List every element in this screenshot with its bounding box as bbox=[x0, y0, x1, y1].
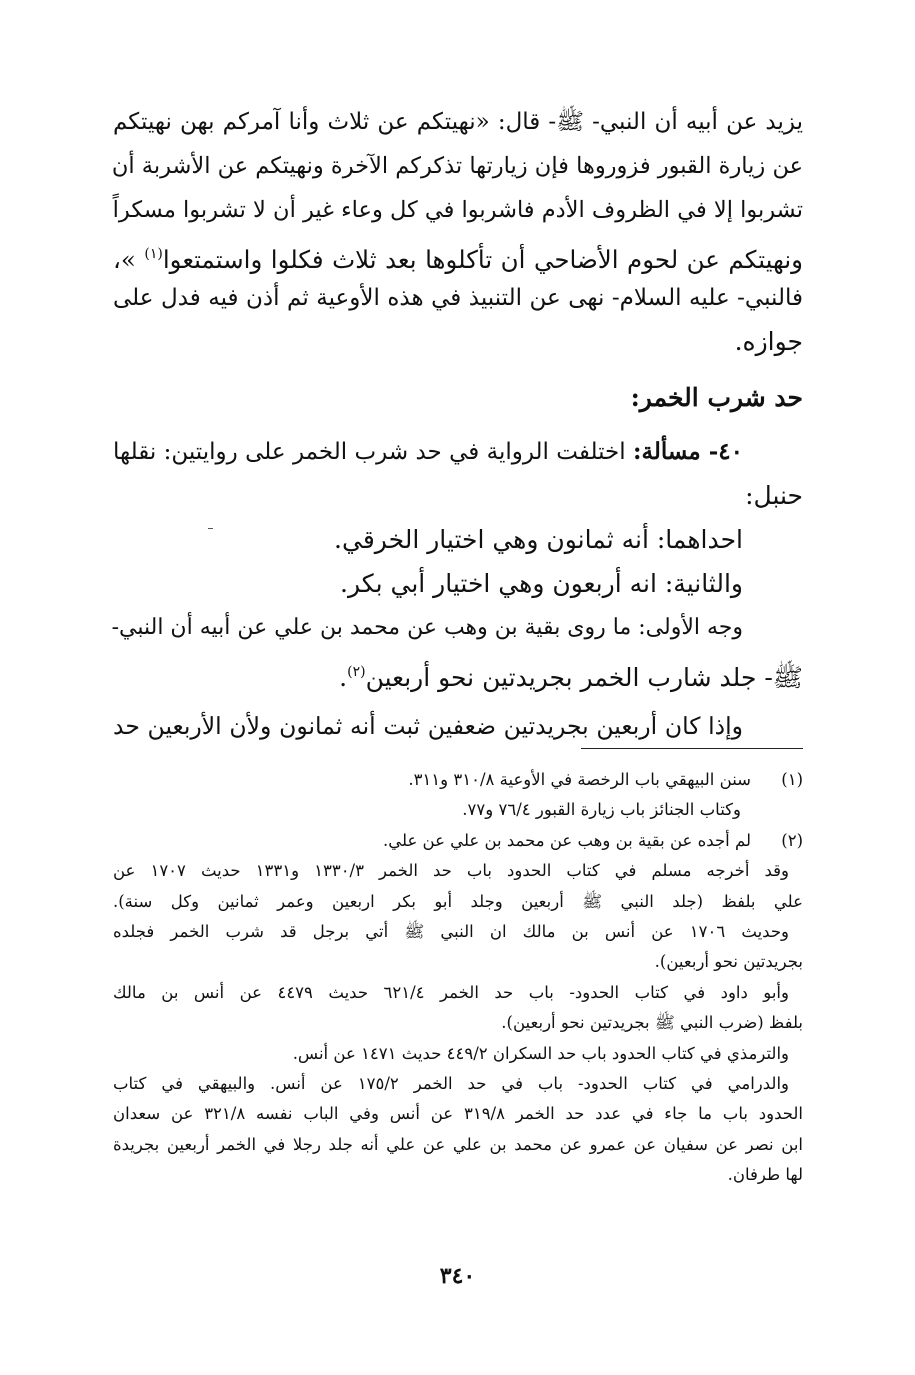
footnote-number: (١) bbox=[781, 770, 803, 789]
quote-close: »، bbox=[113, 245, 136, 274]
footnote-line: والدرامي في كتاب الحدود- باب في حد الخمر ١٧٥/٢ عن أنس. والبيهقي في كتاب bbox=[113, 1073, 789, 1093]
footnote-1 bbox=[113, 765, 803, 795]
body-line: جوازه. bbox=[734, 327, 803, 356]
scan-speck bbox=[208, 528, 213, 529]
footnote-2 bbox=[113, 826, 803, 856]
footnote-line: وقد أخرجه مسلم في كتاب الحدود باب حد الخمر ١٣٣٠/٣ و١٣٣١ حديث ١٧٠٧ عن bbox=[113, 861, 789, 881]
footnote-text: سنن البيهقي باب الرخصة في الأوعية ٣١٠/٨ و٣١١. bbox=[408, 770, 751, 789]
body-line bbox=[113, 232, 803, 276]
footnotes bbox=[113, 765, 803, 1190]
footnote-line: ابن نصر عن سفيان عن عمرو عن محمد بن علي عن علي أنه جلد رجلا في الخمر أربعين بجريدة bbox=[113, 1134, 803, 1154]
page-number: ٣٤٠ bbox=[439, 1263, 476, 1289]
main-text bbox=[113, 100, 803, 748]
issue-number: ٤٠- مسألة: bbox=[633, 438, 744, 465]
footnote-line: بجريدتين نحو أربعين). bbox=[654, 952, 803, 972]
evidence-line: وإذا كان أربعين بجريدتين ضعفين ثبت أنه ثمانون ولأن الأربعين حد bbox=[113, 712, 743, 740]
footnote-divider bbox=[581, 748, 803, 749]
footnote-text: لم أجده عن بقية بن وهب عن محمد بن علي عن علي. bbox=[382, 830, 751, 850]
issue-text: اختلفت الرواية في حد شرب الخمر على روايتين: نقلها bbox=[113, 439, 626, 465]
issue-line-2: حنبل: bbox=[745, 481, 803, 510]
footnote-number: (٢) bbox=[781, 830, 803, 850]
issue-line bbox=[113, 430, 803, 474]
footnote-ref-1: (١) bbox=[144, 246, 163, 262]
evidence-text: ﷺ- جلد شارب الخمر بجريدتين نحو أربعين bbox=[365, 663, 803, 692]
footnote-ref-2: (٢) bbox=[347, 664, 366, 680]
footnote-line: علي بلفظ (جلد النبي ﷺ أربعين وجلد أبو بكر اربعين وعمر ثمانين وكل سنة). bbox=[113, 891, 803, 911]
evidence-line bbox=[113, 650, 803, 694]
footnote-line: الحدود باب ما جاء في عدد حد الخمر ٣١٩/٨ عن أنس وفي الباب نفسه ٣٢١/٨ عن سعدان bbox=[113, 1104, 803, 1124]
footnote-line: وحديث ١٧٠٦ عن أنس بن مالك ان النبي ﷺ أتي برجل قد شرب الخمر فجلده bbox=[113, 921, 789, 941]
body-line: تشربوا إلا في الظروف الأدم فاشربوا في كل وعاء غير أن لا تشربوا مسكراً bbox=[112, 197, 803, 223]
footnote-line: والترمذي في كتاب الحدود باب حد السكران ٤٤٩/٢ حديث ١٤٧١ عن أنس. bbox=[292, 1043, 789, 1063]
body-line: عن زيارة القبور فزوروها فإن زيارتها تذكركم الآخرة ونهيتكم عن الأشربة أن bbox=[111, 153, 803, 179]
first-view: احداهما: أنه ثمانون وهي اختيار الخرقي. bbox=[334, 525, 743, 554]
second-view: والثانية: انه أربعون وهي اختيار أبي بكر. bbox=[340, 569, 743, 598]
footnote-line: وكتاب الجنائز باب زيارة القبور ٧٦/٤ و٧٧. bbox=[462, 800, 741, 820]
body-line: يزيد عن أبيه أن النبي- ﷺ- قال: «نهيتكم عن ثلاث وأنا آمركم بهن نهيتكم bbox=[113, 109, 803, 135]
evidence-end: . bbox=[339, 663, 348, 692]
footnote-line: بلفظ (ضرب النبي ﷺ بجريدتين نحو أربعين). bbox=[501, 1013, 803, 1033]
section-heading: حد شرب الخمر: bbox=[630, 383, 803, 412]
footnote-line: لها طرفان. bbox=[727, 1165, 803, 1185]
evidence-line: وجه الأولى: ما روى بقية بن وهب عن محمد بن علي عن أبيه أن النبي- bbox=[111, 615, 743, 640]
body-line: فالنبي- عليه السلام- نهى عن التنبيذ في هذه الأوعية ثم أذن فيه فدل على bbox=[113, 285, 803, 311]
footnote-line: وأبو داود في كتاب الحدود- باب حد الخمر ٦٢١/٤ حديث ٤٤٧٩ عن أنس بن مالك bbox=[113, 982, 789, 1002]
body-line-text: ونهيتكم عن لحوم الأضاحي أن تأكلوها بعد ثلاث فكلوا واستمتعوا bbox=[162, 245, 803, 274]
